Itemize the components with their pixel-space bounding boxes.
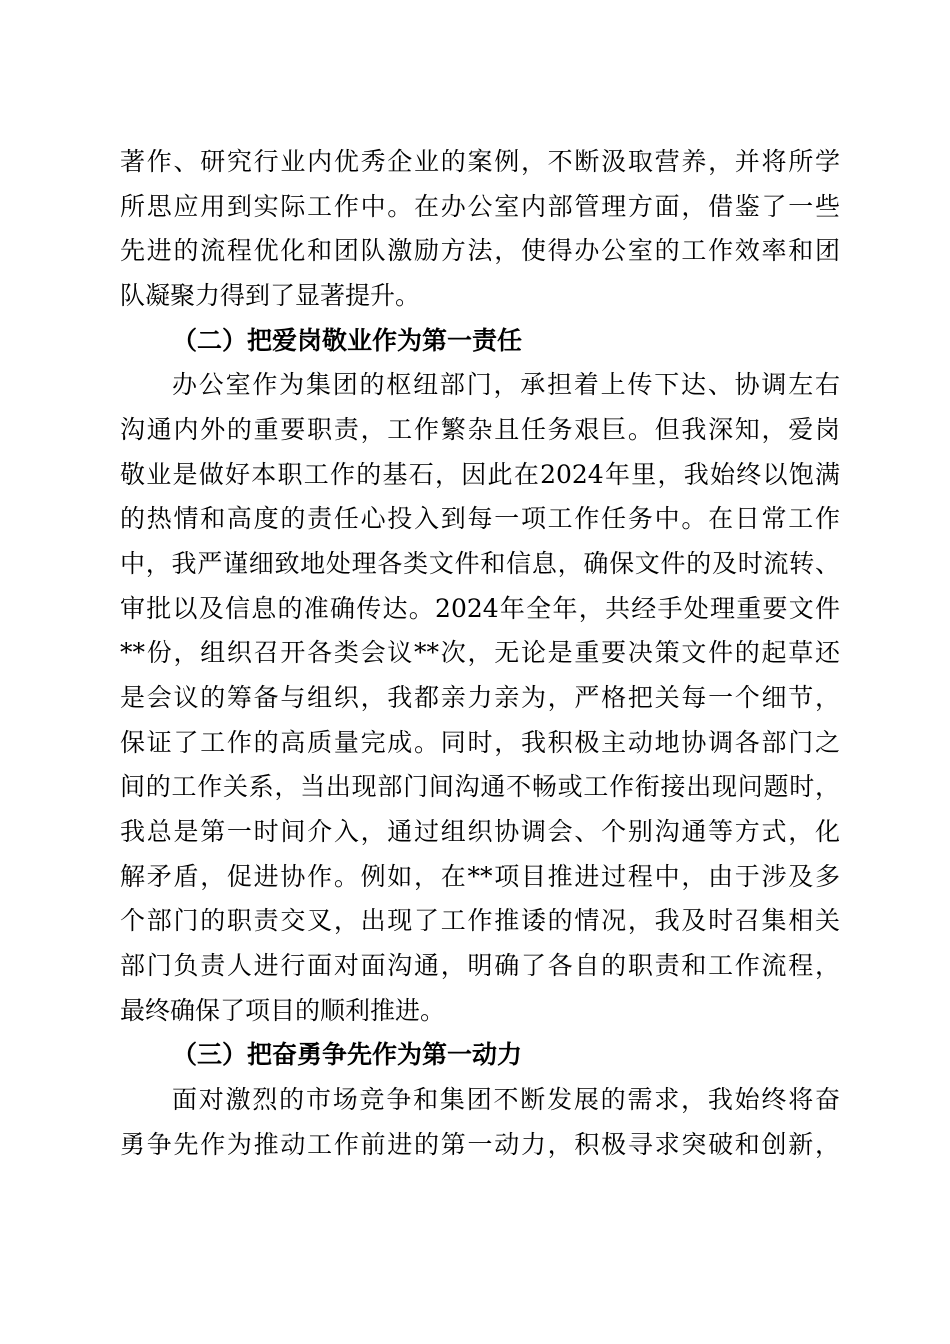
section-heading-2: （二）把爱岗敬业作为第一责任: [172, 326, 523, 355]
text-line: 我总是第一时间介入，通过组织协调会、个别沟通等方式，化: [120, 817, 840, 846]
text-line: 沟通内外的重要职责，工作繁杂且任务艰巨。但我深知，爱岗: [120, 415, 840, 444]
text-line: 敬业是做好本职工作的基石，因此在2024年里，我始终以饱满: [120, 460, 840, 489]
text-line: 是会议的筹备与组织，我都亲力亲为，严格把关每一个细节，: [120, 683, 840, 712]
text-line: 著作、研究行业内优秀企业的案例，不断汲取营养，并将所学: [120, 147, 840, 176]
text-line: 个部门的职责交叉，出现了工作推诿的情况，我及时召集相关: [120, 906, 840, 935]
text-line: 勇争先作为推动工作前进的第一动力，积极寻求突破和创新，: [120, 1130, 840, 1159]
text-line: **份，组织召开各类会议**次，无论是重要决策文件的起草还: [120, 638, 840, 667]
text-line: 队凝聚力得到了显著提升。: [120, 281, 421, 310]
text-line: 审批以及信息的准确传达。2024年全年，共经手处理重要文件: [120, 594, 840, 623]
paragraph-first-line: 办公室作为集团的枢纽部门，承担着上传下达、协调左右: [172, 370, 840, 399]
text-line: 保证了工作的高质量完成。同时，我积极主动地协调各部门之: [120, 728, 840, 757]
text-line: 中，我严谨细致地处理各类文件和信息，确保文件的及时流转、: [120, 549, 840, 578]
text-line: 间的工作关系，当出现部门间沟通不畅或工作衔接出现问题时，: [120, 772, 840, 801]
text-line: 部门负责人进行面对面沟通，明确了各自的职责和工作流程，: [120, 951, 840, 980]
text-line: 的热情和高度的责任心投入到每一项工作任务中。在日常工作: [120, 504, 840, 533]
text-line: 先进的流程优化和团队激励方法，使得办公室的工作效率和团: [120, 236, 840, 265]
text-line: 解矛盾，促进协作。例如，在**项目推进过程中，由于涉及多: [120, 862, 840, 891]
paragraph-first-line: 面对激烈的市场竞争和集团不断发展的需求，我始终将奋: [172, 1085, 840, 1114]
text-line: 最终确保了项目的顺利推进。: [120, 996, 446, 1025]
text-line: 所思应用到实际工作中。在办公室内部管理方面，借鉴了一些: [120, 192, 840, 221]
section-heading-3: （三）把奋勇争先作为第一动力: [172, 1040, 523, 1069]
